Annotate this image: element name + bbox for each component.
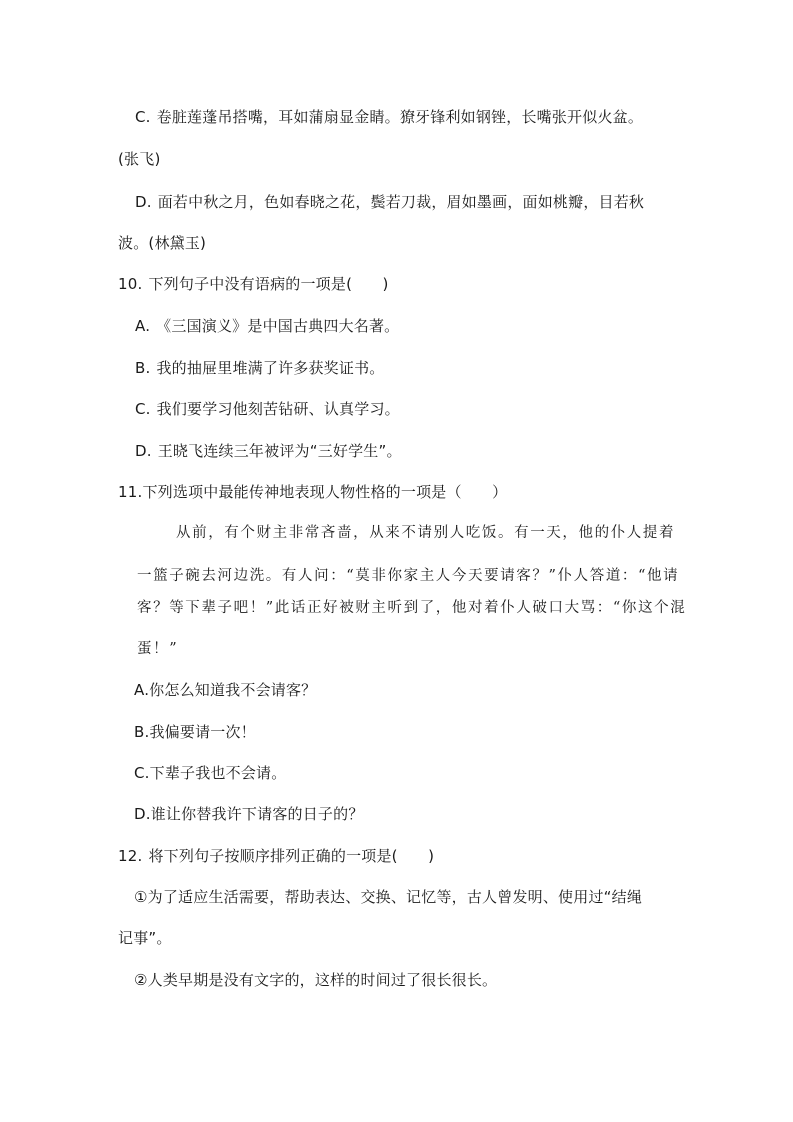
question-text: 下列句子中没有语病的一项是( ) (148, 275, 389, 293)
q11-option-d (134, 804, 364, 824)
question-text: 下列选项中最能传神地表现人物性格的一项是（ ） (142, 483, 508, 501)
question-number: 11. (118, 483, 143, 501)
option-text: 谁让你替我许下请客的日子的？ (150, 805, 364, 823)
option-text: 你怎么知道我不会请客？ (149, 681, 317, 699)
q10-option-d (135, 441, 402, 461)
question-text: 将下列句子按顺序排列正确的一项是( ) (148, 847, 435, 865)
q12-sentence-1-continuation: 记事”。 (118, 929, 172, 947)
question-number: 10. (118, 275, 143, 293)
option-label: D. (134, 805, 151, 823)
option-label: A. (135, 317, 151, 335)
option-text: 我偏要请一次！ (149, 723, 256, 741)
option-label: B. (134, 723, 150, 741)
option-label: C. (134, 764, 150, 782)
option-text: 下辈子我也不会请。 (149, 764, 287, 782)
question-number: 12. (118, 847, 143, 865)
q12-stem (118, 846, 434, 866)
sentence-marker: ② (134, 971, 148, 989)
q10-stem (118, 274, 389, 294)
q11-passage-line-3: 客？等下辈子吧！”此话正好被财主听到了，他对着仆人破口大骂：“你这个混 (137, 600, 687, 616)
q10-option-c (135, 399, 400, 419)
q9-option-d-continuation: 波。(林黛玉) (118, 234, 207, 252)
q9-option-c (135, 107, 643, 127)
sentence-text: 人类早期是没有文字的，这样的时间过了很长很长。 (147, 971, 498, 989)
option-label: B. (135, 359, 151, 377)
option-label: C. (135, 400, 151, 418)
sentence-text: 为了适应生活需要，帮助表达、交换、记忆等，古人曾发明、使用过“结绳 (147, 888, 643, 906)
q11-option-b (134, 722, 256, 742)
option-text: 我们要学习他刻苦钻研、认真学习。 (156, 400, 400, 418)
q11-option-c (134, 763, 286, 783)
option-label: A. (134, 681, 150, 699)
q10-option-a (135, 316, 399, 336)
q10-option-b (135, 358, 384, 378)
sentence-marker: ① (134, 888, 148, 906)
option-text: 《三国演义》是中国古典四大名著。 (156, 317, 400, 335)
option-text: 面若中秋之月，色如春晓之花，鬓若刀裁，眉如墨画，面如桃瓣，目若秋 (157, 193, 645, 211)
option-text: 王晓飞连续三年被评为“三好学生”。 (157, 442, 402, 460)
option-label: D. (135, 442, 152, 460)
q12-sentence-2 (134, 970, 497, 990)
q11-option-a (134, 680, 316, 700)
q11-passage-line-4: 蛋！” (137, 641, 179, 657)
option-label: D. (135, 193, 152, 211)
option-label: C. (135, 108, 151, 126)
option-text: 卷脏莲蓬吊搭嘴，耳如蒲扇显金睛。獠牙锋利如钢锉，长嘴张开似火盆。 (156, 108, 644, 126)
q11-stem (118, 482, 507, 502)
q9-option-c-continuation: (张飞) (118, 150, 161, 168)
q11-passage-line-1: 从前，有个财主非常吝啬，从来不请别人吃饭。有一天，他的仆人提着 (176, 525, 676, 541)
q11-passage-line-2: 一篮子碗去河边洗。有人问：“莫非你家主人今天要请客？”仆人答道：“他请 (137, 568, 680, 584)
q9-option-d (135, 192, 644, 212)
option-text: 我的抽屉里堆满了许多获奖证书。 (156, 359, 385, 377)
q12-sentence-1 (134, 887, 642, 907)
